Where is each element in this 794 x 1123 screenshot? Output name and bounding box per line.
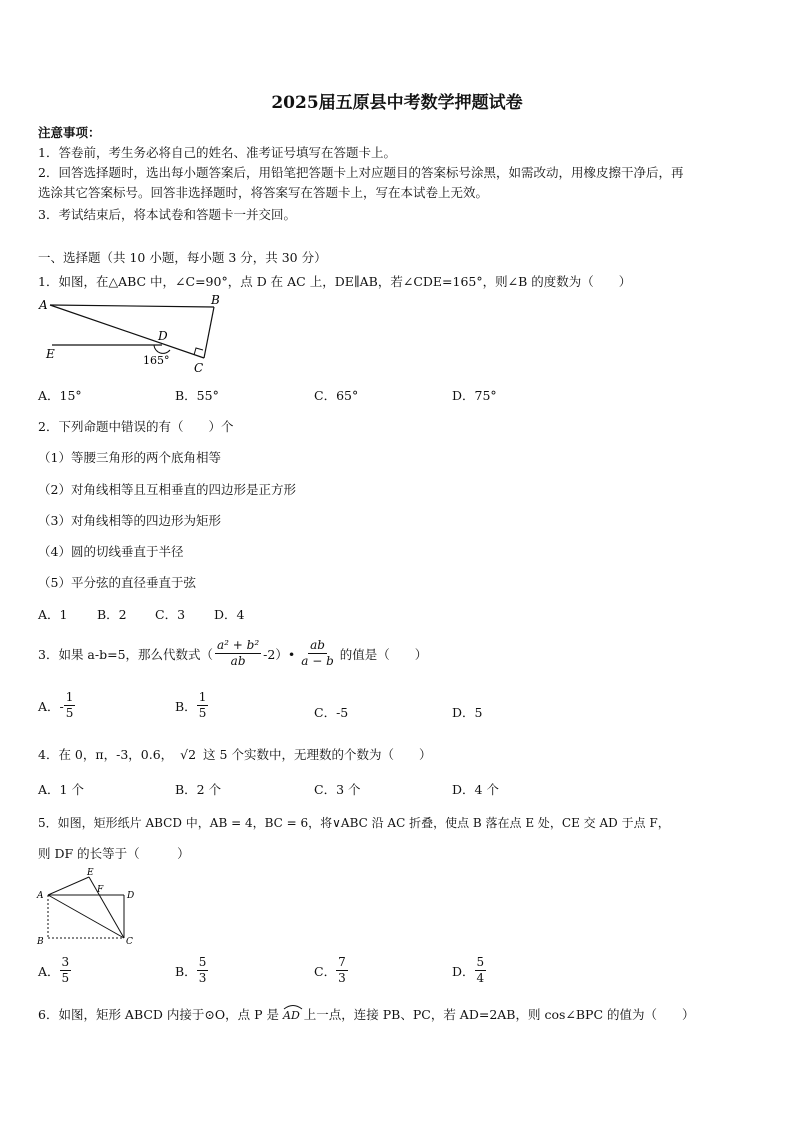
- q4-option-d: D．4 个: [452, 782, 499, 797]
- q3-option-b-label: B．: [175, 698, 197, 714]
- q1-option-c: C．65°: [314, 388, 359, 403]
- q2-item-2: （2）对角线相等且互相垂直的四边形是正方形: [38, 482, 296, 497]
- q5-option-c-den: 3: [338, 971, 346, 985]
- q5-option-a-den: 5: [61, 971, 70, 985]
- q4-option-a: A．1 个: [38, 782, 84, 797]
- label-angle: 165°: [143, 354, 170, 367]
- right-angle-mark: [194, 348, 203, 355]
- q5-option-d-label: D．: [452, 963, 475, 979]
- q6-stem: [38, 1005, 695, 1023]
- segment-ab: [50, 305, 214, 307]
- q6-stem-pre: 6．如图，矩形 ABCD 内接于⊙O，点 P 是: [38, 1007, 280, 1022]
- q5-option-a-num: 3: [61, 955, 70, 969]
- q3-f1-denominator: ab: [230, 654, 246, 668]
- q2-option-d: D．4: [214, 607, 245, 622]
- q4-sqrt: √2: [180, 747, 197, 762]
- q2-item-5: （5）平分弦的直径垂直于弦: [38, 575, 196, 590]
- q2-stem: 2．下列命题中错误的有（ ）个: [38, 419, 234, 434]
- q4-stem: [38, 745, 431, 763]
- q5-option-b: [175, 955, 208, 986]
- q3-option-a-num: 1: [65, 690, 74, 704]
- q3-stem-mid: -2）•: [263, 646, 296, 662]
- page-title: 2025届五原县中考数学押题试卷: [271, 93, 523, 113]
- q2-item-3: （3）对角线相等的四边形为矩形: [38, 513, 221, 528]
- q3-option-d: D．5: [452, 705, 483, 720]
- q5-stem-line-2: 则 DF 的长等于（ ）: [38, 846, 190, 861]
- q5-option-b-den: 3: [198, 971, 207, 985]
- section-heading: 一、选择题（共 10 小题，每小题 3 分，共 30 分）: [38, 250, 327, 265]
- q4-stem-pre: 4．在 0，π，-3，0.6，: [38, 747, 174, 762]
- q5-option-b-label: B．: [175, 963, 197, 979]
- q6-arc-label: AD: [283, 1009, 300, 1022]
- label-e: E: [46, 347, 55, 361]
- q3-stem: [38, 638, 427, 669]
- q5-option-c-fraction: [336, 955, 348, 986]
- q5-option-d-den: 4: [476, 971, 485, 985]
- q5-option-b-num: 5: [198, 955, 207, 969]
- q5-option-d-num: 5: [476, 955, 485, 969]
- notice-item-2a: 2．回答选择题时，选出每小题答案后，用铅笔把答题卡上对应题目的答案标号涂黑，如需改动，用橡皮擦干净后，再: [38, 165, 684, 180]
- q5-option-a-label: A．: [38, 963, 60, 979]
- q2-item-4: （4）圆的切线垂直于半径: [38, 544, 184, 559]
- q5-option-b-fraction: [197, 955, 209, 986]
- q5-option-d: [452, 955, 486, 986]
- q3-f2-numerator: ab: [310, 638, 325, 652]
- q1-option-d: D．75°: [452, 388, 497, 403]
- q5-option-c: [314, 955, 348, 986]
- q4-option-b: B．2 个: [175, 782, 222, 797]
- q6-arc: [283, 1005, 300, 1022]
- q3-stem-pre: 3．如果 a-b=5，那么代数式（: [38, 646, 214, 662]
- label-a: A: [39, 298, 48, 312]
- q3-option-a-fraction: [64, 690, 76, 721]
- q1-option-b: B．55°: [175, 388, 219, 403]
- q2-option-a: A．1: [38, 607, 68, 622]
- q3-option-a-label: A．-: [38, 698, 64, 714]
- q5-option-a: [38, 955, 71, 986]
- notice-item-2b: 选涂其它答案标号。回答非选择题时，将答案写在答题卡上，写在本试卷上无效。: [38, 185, 489, 200]
- notice-item-3: 3．考试结束后，将本试卷和答题卡一并交回。: [38, 207, 296, 222]
- label-c: C: [194, 361, 204, 375]
- q5-option-c-label: C．: [314, 963, 337, 979]
- q5-stem-line-1: 5．如图，矩形纸片 ABCD 中，AB = 4，BC = 6，将∨ABC 沿 AC 折叠，使点 B 落在点 E 处，CE 交 AD 于点 F，: [38, 816, 670, 830]
- q3-fraction-1: [215, 638, 261, 669]
- q1-figure: [36, 292, 226, 376]
- q5-option-c-num: 7: [338, 955, 346, 969]
- label-d: D: [158, 329, 168, 343]
- q4-stem-post: 这 5 个实数中，无理数的个数为（ ）: [203, 747, 432, 762]
- segment-ae: [48, 877, 89, 895]
- segment-ac: [50, 305, 204, 358]
- segment-bc: [204, 307, 214, 358]
- q6-stem-post: 上一点，连接 PB、PC，若 AD=2AB，则 cos∠BPC 的值为（ ）: [303, 1007, 695, 1022]
- notice-item-1: 1．答卷前，考生务必将自己的姓名、准考证号填写在答题卡上。: [38, 145, 396, 160]
- q5-option-d-fraction: [475, 955, 487, 986]
- q3-f1-numerator: a² + b²: [217, 638, 260, 652]
- q3-option-b: [175, 690, 208, 721]
- q1-option-a: A．15°: [38, 388, 82, 403]
- q4-option-c: C．3 个: [314, 782, 361, 797]
- q3-stem-post: 的值是（ ）: [339, 646, 428, 662]
- segment-ac: [48, 895, 124, 938]
- segment-ec: [89, 877, 124, 938]
- notice-heading: 注意事项：: [38, 125, 101, 140]
- arc-mark-icon: [283, 1004, 303, 1010]
- label-f: F: [97, 885, 104, 895]
- q5-figure: [34, 866, 144, 950]
- q1-stem: 1．如图，在△ABC 中，∠C=90°，点 D 在 AC 上，DE∥AB，若∠CDE=165°，则∠B 的度数为（ ）: [38, 274, 632, 289]
- label-e: E: [87, 868, 94, 878]
- q3-fraction-2: [299, 638, 336, 669]
- q3-f2-denominator: a − b: [301, 654, 334, 668]
- q2-option-c: C．3: [155, 607, 186, 622]
- q3-option-b-fraction: [197, 690, 209, 721]
- q3-option-b-num: 1: [198, 690, 207, 704]
- q2-item-1: （1）等腰三角形的两个底角相等: [38, 450, 221, 465]
- q3-option-a: [38, 690, 75, 721]
- q3-option-c: C．-5: [314, 705, 349, 720]
- label-b: B: [211, 293, 220, 307]
- q2-option-b: B．2: [97, 607, 127, 622]
- label-c: C: [126, 937, 133, 947]
- label-b: B: [37, 937, 44, 947]
- label-a: A: [37, 891, 44, 901]
- q3-option-b-den: 5: [198, 706, 207, 720]
- angle-arc: [154, 345, 170, 353]
- q3-option-a-den: 5: [65, 706, 74, 720]
- label-d: D: [127, 891, 135, 901]
- q5-option-a-fraction: [60, 955, 72, 986]
